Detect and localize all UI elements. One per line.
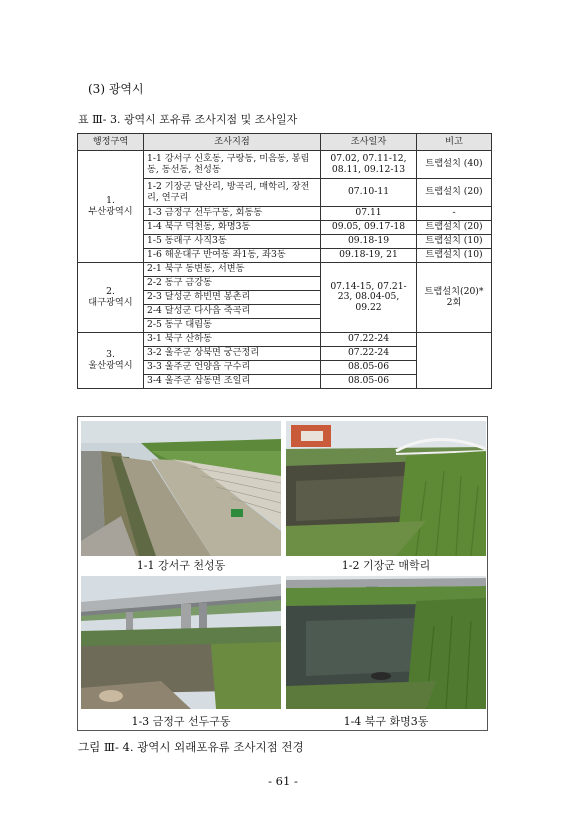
date-cell: 09.05, 09.17-18 — [321, 221, 417, 235]
header-date: 조사일자 — [321, 134, 417, 151]
site-cell: 2-4 달성군 다사읍 죽곡리 — [144, 305, 321, 319]
header-site: 조사지점 — [144, 134, 321, 151]
photo-1-3 — [81, 576, 281, 709]
table-header-row — [78, 134, 492, 151]
date-cell: 07.22-24 — [321, 333, 417, 347]
table-row — [78, 263, 492, 277]
region-daegu: 2. 대구광역시 — [78, 263, 144, 333]
site-cell: 2-3 달성군 하빈면 봉촌리 — [144, 291, 321, 305]
section-heading: (3) 광역시 — [88, 82, 144, 96]
site-cell: 1-5 동래구 사직3동 — [144, 235, 321, 249]
site-cell: 1-3 금정구 선두구동, 회동동 — [144, 207, 321, 221]
date-cell: 08.05-06 — [321, 375, 417, 389]
table-row — [78, 333, 492, 347]
site-cell: 3-3 울주군 언양읍 구수리 — [144, 361, 321, 375]
header-note: 비고 — [417, 134, 492, 151]
photo-label-1-1: 1-1 강서구 천성동 — [136, 559, 226, 572]
site-cell: 3-4 울주군 삼동면 조일리 — [144, 375, 321, 389]
region-ulsan: 3. 울산광역시 — [78, 333, 144, 389]
table-caption: 표 Ⅲ- 3. 광역시 포유류 조사지점 및 조사일자 — [78, 113, 298, 126]
photo-1-1 — [81, 421, 281, 556]
note-cell: 트랩설치 (10) — [417, 249, 492, 263]
date-cell: 09.18-19 — [321, 235, 417, 249]
date-cell: 07.22-24 — [321, 347, 417, 361]
site-cell: 1-4 북구 덕천동, 화명3동 — [144, 221, 321, 235]
note-cell-ulsan — [417, 333, 492, 389]
photo-1-4 — [286, 576, 486, 709]
date-cell: 07.02, 07.11-12, 08.11, 09.12-13 — [321, 151, 417, 179]
note-cell: 트랩설치 (20) — [417, 221, 492, 235]
date-cell-daegu: 07.14-15, 07.21-23, 08.04-05, 09.22 — [321, 263, 417, 333]
site-cell: 2-5 동구 대림동 — [144, 319, 321, 333]
table-row — [78, 151, 492, 179]
photo-label-1-2: 1-2 기장군 매학리 — [341, 559, 431, 572]
date-cell: 09.18-19, 21 — [321, 249, 417, 263]
note-cell: 트랩설치 (20) — [417, 179, 492, 207]
site-cell: 1-6 해운대구 반여동 좌1동, 좌3동 — [144, 249, 321, 263]
header-region: 행정구역 — [78, 134, 144, 151]
note-cell: 트랩설치 (10) — [417, 235, 492, 249]
figure-caption: 그림 Ⅲ- 4. 광역시 외래포유류 조사지점 전경 — [78, 740, 304, 754]
note-cell: 트랩설치 (40) — [417, 151, 492, 179]
date-cell: 07.11 — [321, 207, 417, 221]
note-cell-daegu: 트랩설치(20)* 2회 — [417, 263, 492, 333]
date-cell: 08.05-06 — [321, 361, 417, 375]
note-cell: - — [417, 207, 492, 221]
survey-table — [77, 133, 492, 389]
site-cell: 3-2 울주군 상북면 궁근정리 — [144, 347, 321, 361]
photo-grid — [77, 416, 488, 731]
site-cell: 1-2 기장군 달산리, 방곡리, 매학리, 장전리, 연구리 — [144, 179, 321, 207]
page-number: - 61 - — [268, 774, 298, 788]
site-cell: 3-1 북구 산하동 — [144, 333, 321, 347]
photo-1-2 — [286, 421, 486, 556]
photo-label-1-4: 1-4 북구 화명3동 — [343, 715, 429, 728]
photo-label-1-3: 1-3 금정구 선두구동 — [131, 715, 231, 728]
site-cell: 2-1 북구 동변동, 서변동 — [144, 263, 321, 277]
site-cell: 2-2 동구 금강동 — [144, 277, 321, 291]
date-cell: 07.10-11 — [321, 179, 417, 207]
region-busan: 1. 부산광역시 — [78, 151, 144, 263]
site-cell: 1-1 강서구 신호동, 구랑동, 미음동, 봉림동, 동선동, 천성동 — [144, 151, 321, 179]
